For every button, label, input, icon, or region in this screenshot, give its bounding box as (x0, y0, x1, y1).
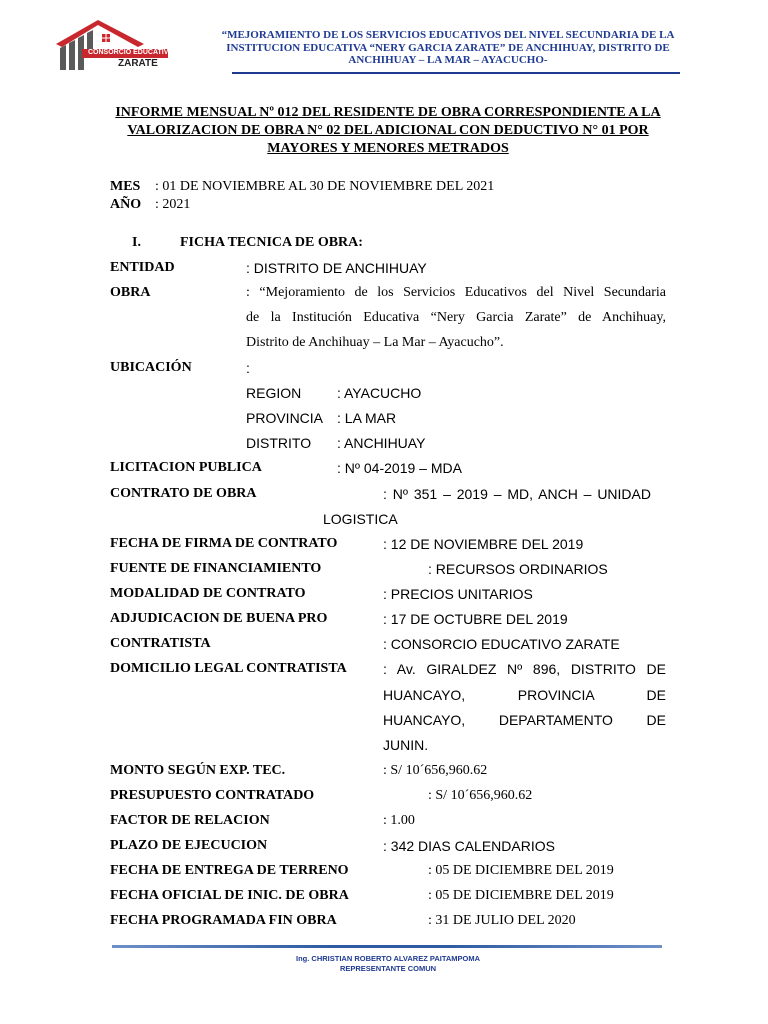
contrato-value-line-2: LOGISTICA (323, 511, 398, 527)
obra-value-line-1: : “Mejoramiento de los Servicios Educativos del Nivel Secundaria (246, 285, 666, 300)
domicilio-value-line-1: : Av. GIRALDEZ Nº 896, DISTRITO DE (383, 661, 666, 677)
factor-value: : 1.00 (383, 813, 415, 828)
project-header-line-3: ANCHIHUAY – LA MAR – AYACUCHO- (348, 54, 548, 66)
plazo-value: : 342 DIAS CALENDARIOS (383, 838, 555, 854)
fin-obra-label: FECHA PROGRAMADA FIN OBRA (110, 913, 337, 928)
modalidad-value: : PRECIOS UNITARIOS (383, 586, 533, 602)
footer-signatory-role: REPRESENTANTE COMUN (339, 964, 437, 973)
distrito-value: : ANCHIHUAY (337, 435, 426, 451)
modalidad-label: MODALIDAD DE CONTRATO (110, 586, 306, 601)
obra-label: OBRA (110, 285, 151, 300)
fecha-firma-value: : 12 DE NOVIEMBRE DEL 2019 (383, 536, 584, 552)
report-title (108, 104, 668, 158)
licitacion-value: : Nº 04-2019 – MDA (337, 460, 462, 476)
provincia-value: : LA MAR (337, 410, 397, 426)
contratista-label: CONTRATISTA (110, 636, 211, 651)
obra-value-line-3: Distrito de Anchihuay – La Mar – Ayacucho”. (246, 335, 504, 350)
fin-obra-value: : 31 DE JULIO DEL 2020 (428, 913, 576, 928)
ubicacion-label: UBICACIÓN (110, 360, 192, 375)
contratista-value: : CONSORCIO EDUCATIVO ZARATE (383, 636, 620, 652)
plazo-label: PLAZO DE EJECUCION (110, 838, 268, 853)
report-title-line-1: INFORME MENSUAL Nº 012 DEL RESIDENTE DE OBRA CORRESPONDIENTE A LA (115, 105, 661, 120)
report-title-line-3: MAYORES Y MENORES METRADOS (267, 141, 509, 156)
mes-label: MES (110, 179, 141, 194)
entrega-terreno-label: FECHA DE ENTREGA DE TERRENO (110, 863, 349, 878)
logo-text-consorcio: CONSORCIO EDUCATIVO (88, 49, 174, 56)
anio-value: : 2021 (155, 197, 191, 212)
project-header-line-1: “MEJORAMIENTO DE LOS SERVICIOS EDUCATIVOS DEL NIVEL SECUNDARIA DE LA (221, 29, 675, 41)
contrato-label: CONTRATO DE OBRA (110, 486, 257, 501)
domicilio-value-line-2: HUANCAYO, PROVINCIA DE (383, 687, 666, 703)
factor-label: FACTOR DE RELACION (110, 813, 270, 828)
inicio-obra-value: : 05 DE DICIEMBRE DEL 2019 (428, 888, 614, 903)
domicilio-value-line-4: JUNIN. (383, 737, 429, 753)
region-label: REGION (246, 385, 302, 401)
monto-label: MONTO SEGÚN EXP. TEC. (110, 763, 286, 778)
domicilio-value-line-3: HUANCAYO, DEPARTAMENTO DE (383, 712, 666, 728)
distrito-label: DISTRITO (246, 435, 312, 451)
ubicacion-colon: : (246, 360, 250, 376)
entidad-label: ENTIDAD (110, 260, 175, 275)
project-header-line-2: INSTITUCION EDUCATIVA “NERY GARCIA ZARATE” DE ANCHIHUAY, DISTRITO DE (226, 41, 670, 54)
section-title: FICHA TECNICA DE OBRA: (180, 235, 363, 250)
footer-divider (112, 945, 662, 948)
mes-value: : 01 DE NOVIEMBRE AL 30 DE NOVIEMBRE DEL 2021 (155, 179, 495, 194)
contrato-value-line-1: : Nº 351 – 2019 – MD, ANCH – UNIDAD (383, 486, 651, 502)
obra-value-line-2: de la Institución Educativa “Nery Garcia Zarate” de Anchihuay, (246, 310, 666, 325)
section-number: I. (132, 235, 141, 250)
logo-text-zarate: ZARATE (118, 58, 158, 69)
entidad-value: : DISTRITO DE ANCHIHUAY (246, 260, 427, 276)
domicilio-label: DOMICILIO LEGAL CONTRATISTA (110, 661, 347, 676)
fuente-value: : RECURSOS ORDINARIOS (428, 561, 608, 577)
licitacion-label: LICITACION PUBLICA (110, 460, 262, 475)
adjudicacion-label: ADJUDICACION DE BUENA PRO (110, 611, 328, 626)
entrega-terreno-value: : 05 DE DICIEMBRE DEL 2019 (428, 863, 614, 878)
anio-label: AÑO (110, 197, 142, 212)
region-value: : AYACUCHO (337, 385, 422, 401)
company-logo (52, 16, 172, 72)
inicio-obra-label: FECHA OFICIAL DE INIC. DE OBRA (110, 888, 349, 903)
adjudicacion-value: : 17 DE OCTUBRE DEL 2019 (383, 611, 568, 627)
provincia-label: PROVINCIA (246, 410, 324, 426)
fuente-label: FUENTE DE FINANCIAMIENTO (110, 561, 322, 576)
header-divider (232, 72, 680, 74)
footer-signatory-name: Ing. CHRISTIAN ROBERTO ALVAREZ PAITAMPOMA (295, 954, 481, 963)
monto-value: : S/ 10´656,960.62 (383, 763, 488, 778)
report-title-line-2: VALORIZACION DE OBRA N° 02 DEL ADICIONAL CON DEDUCTIVO N° 01 POR (127, 123, 649, 138)
fecha-firma-label: FECHA DE FIRMA DE CONTRATO (110, 536, 338, 551)
presupuesto-label: PRESUPUESTO CONTRATADO (110, 788, 315, 803)
project-header (214, 29, 682, 67)
presupuesto-value: : S/ 10´656,960.62 (428, 788, 533, 803)
